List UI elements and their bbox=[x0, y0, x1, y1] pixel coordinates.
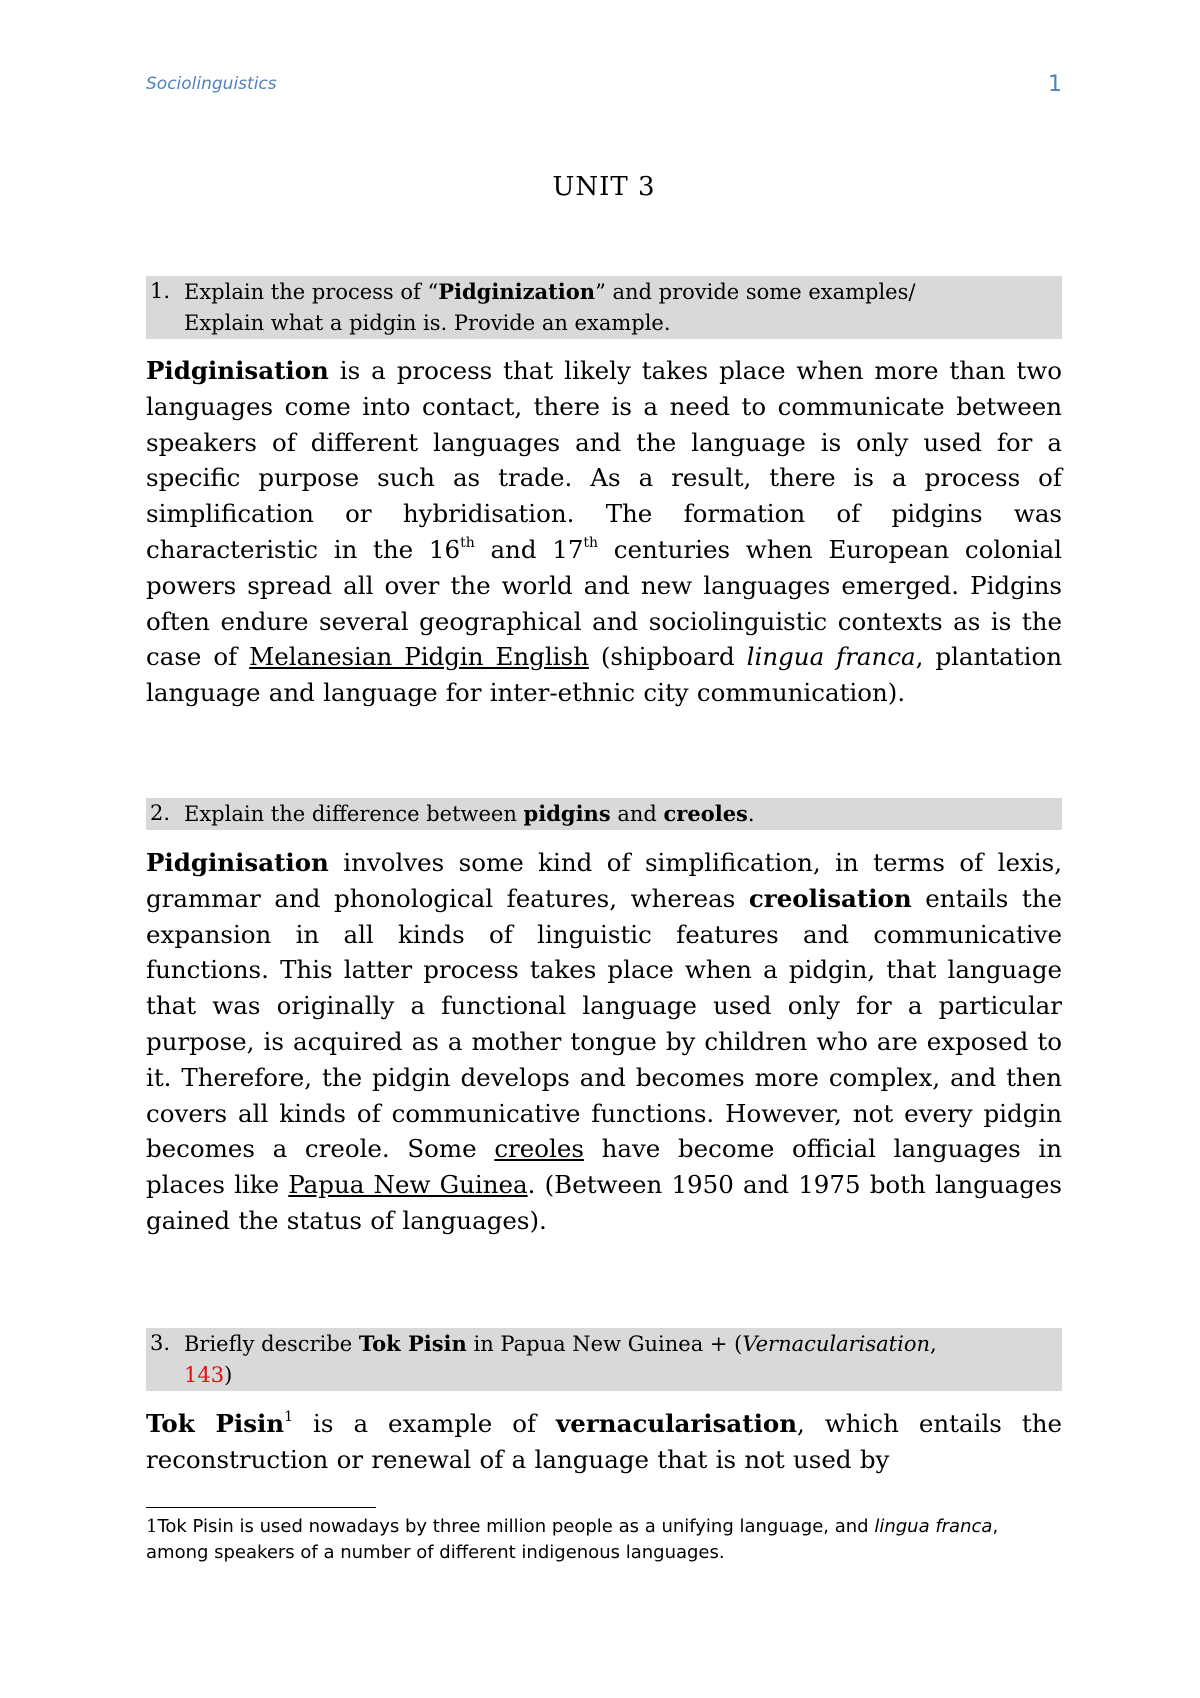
paragraph-text: (shipboard bbox=[588, 642, 747, 672]
question-keyword: Tok Pisin bbox=[358, 1331, 467, 1356]
footnote-separator bbox=[146, 1507, 376, 1508]
question-1 bbox=[146, 276, 1062, 339]
header-course-title: Sociolinguistics bbox=[146, 74, 277, 94]
answer-paragraph-1 bbox=[146, 353, 1062, 711]
question-text: Briefly describe bbox=[184, 1332, 359, 1356]
page-reference: 143 bbox=[184, 1363, 225, 1387]
term-pidginisation: Pidginisation bbox=[146, 848, 329, 877]
paragraph-text: is a process that likely takes place when more than two languages come into contact, there is a need to communicate between speakers of different languages and the language is only used for a specific purpose such as trade. As a result, there is a process of simplification or hybridisation. The formation of pidgins was characteristic in the 16 bbox=[146, 356, 1062, 564]
italic-term: lingua franca bbox=[746, 642, 916, 672]
paragraph-text: . (Between 1950 and 1975 both languages gained the status of languages). bbox=[146, 1170, 1063, 1235]
question-number: 2. bbox=[150, 801, 171, 825]
question-3 bbox=[146, 1328, 1062, 1391]
question-2 bbox=[146, 798, 1062, 830]
question-keyword: Pidginization bbox=[438, 279, 596, 304]
question-text: , bbox=[930, 1332, 937, 1356]
paragraph-text: involves some kind of simplification, in terms of lexis, grammar and phonological features, whereas bbox=[146, 848, 1062, 913]
unit-title: UNIT 3 bbox=[552, 172, 656, 202]
question-text: in Papua New Guinea + ( bbox=[466, 1332, 743, 1356]
paragraph-text: entails the expansion in all kinds of linguistic features and communicative functions. This latter process takes place when a pidgin, that language that was originally a functional language used only for a particular purpose, is acquired as a mother tongue by children who are exposed to it. Therefore, the pidgin develops and becomes more complex, and then covers all kinds of communicative functions. However, not every pidgin becomes a creole. Some bbox=[146, 883, 1062, 1164]
footnote-reference[interactable]: 1 bbox=[284, 1408, 294, 1425]
paragraph-text: centuries when European colonial powers spread all over the world and new languages emerged. Pidgins often endure several geographical and sociolinguistic contexts as is the case of bbox=[146, 534, 1062, 672]
question-text: . bbox=[747, 802, 755, 826]
superscript: th bbox=[583, 534, 599, 551]
footnote-1 bbox=[146, 1514, 1062, 1566]
question-text: Explain the process of “ bbox=[184, 280, 439, 304]
paragraph-text: is a example of bbox=[293, 1409, 557, 1438]
paragraph-text: have become official languages in places like bbox=[146, 1134, 1063, 1200]
footnote-number: 1 bbox=[146, 1516, 158, 1537]
footnote-text: , among speakers of a number of different indigenous languages. bbox=[146, 1516, 999, 1563]
answer-paragraph-2 bbox=[146, 845, 1062, 1239]
question-keyword: pidgins bbox=[523, 801, 611, 826]
link-melanesian-pidgin-english[interactable]: Melanesian Pidgin English bbox=[249, 642, 589, 672]
question-text: ) bbox=[224, 1363, 233, 1387]
question-number: 1. bbox=[150, 279, 171, 303]
superscript: th bbox=[460, 534, 475, 551]
term-vernacularisation: vernacularisation bbox=[556, 1409, 798, 1438]
term-pidginisation: Pidginisation bbox=[146, 356, 329, 385]
term-tok-pisin: Tok Pisin bbox=[146, 1409, 285, 1438]
question-number: 3. bbox=[150, 1331, 171, 1355]
header-page-number: 1 bbox=[1048, 72, 1062, 97]
footnote-text: Tok Pisin is used nowadays by three million people as a unifying language, and bbox=[157, 1516, 875, 1537]
paragraph-text: and 17 bbox=[474, 534, 584, 564]
paragraph-text: , plantation language and language for inter-ethnic city communication). bbox=[146, 642, 1062, 708]
question-keyword: creoles bbox=[663, 801, 748, 826]
term-creolisation: creolisation bbox=[748, 883, 912, 913]
link-papua-new-guinea[interactable]: Papua New Guinea bbox=[288, 1170, 528, 1200]
link-creoles[interactable]: creoles bbox=[494, 1134, 584, 1164]
question-text: ” and provide some examples/ bbox=[595, 280, 916, 304]
answer-paragraph-3 bbox=[146, 1406, 1062, 1478]
question-text: Explain what a pidgin is. Provide an example. bbox=[184, 311, 671, 335]
footnote-italic-term: lingua franca bbox=[874, 1516, 993, 1537]
question-text: Explain the difference between bbox=[184, 802, 524, 826]
paragraph-text: , which entails the reconstruction or renewal of a language that is not used by bbox=[146, 1409, 1062, 1474]
question-text: and bbox=[610, 802, 664, 826]
question-italic-term: Vernacularisation bbox=[742, 1332, 931, 1356]
